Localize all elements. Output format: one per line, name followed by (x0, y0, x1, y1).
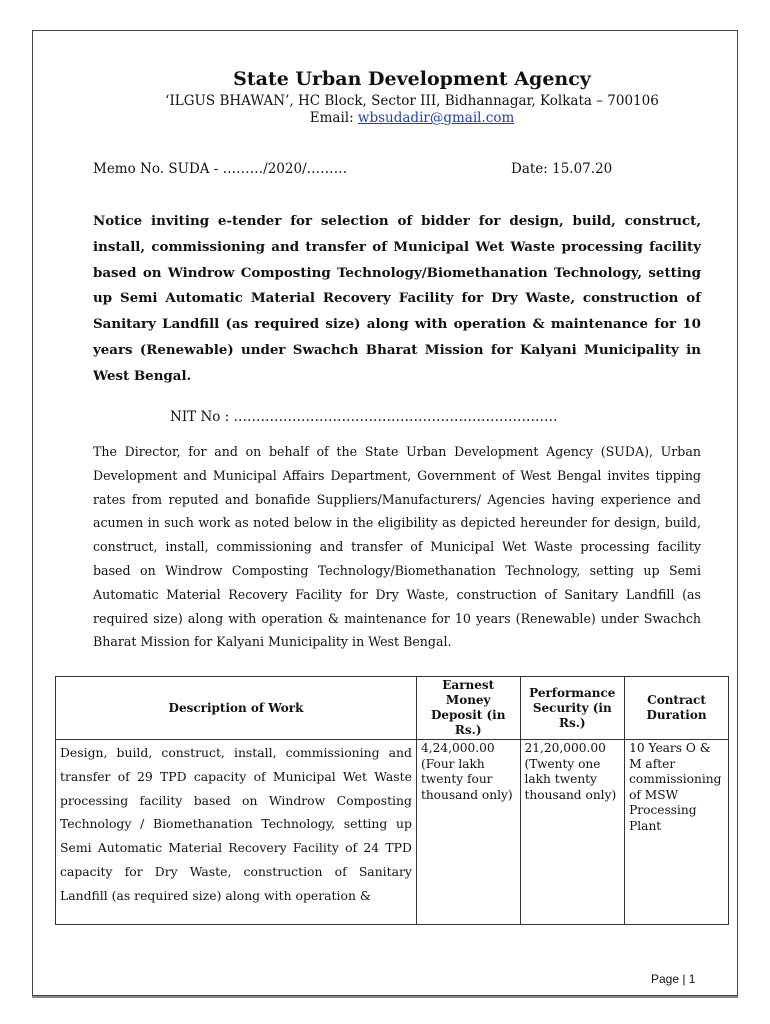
agency-address: ‘ILGUS BHAWAN’, HC Block, Sector III, Bidhannagar, Kolkata – 700106 (165, 93, 659, 109)
agency-email-line (32, 110, 770, 126)
tender-table (55, 676, 729, 925)
agency-title: State Urban Development Agency (233, 68, 591, 90)
emd-amount: 4,24,000.00 (420, 741, 495, 755)
cell-emd (416, 740, 520, 925)
cell-contract-duration: 10 Years O & M after commissioning of MSW Processing Plant (625, 740, 729, 925)
notice-heading: Notice inviting e-tender for selection of bidder for design, build, construct, install, commissioning and transfer of Municipal Wet Waste processing facility based on Windrow Composting Technology/Biomethanation Technology, setting up Semi Automatic Material Recovery Facility for Dry Waste, construction of Sanitary Landfill (as required size) along with operation & maintenance for 10 years (Renewable) under Swachch Bharat Mission for Kalyani Municipality in West Bengal. (93, 213, 701, 384)
memo-date: Date: 15.07.20 (511, 161, 613, 177)
header-performance-security: Performance Security (in Rs.) (520, 677, 625, 740)
email-link[interactable]: wbsudadir@gmail.com (357, 110, 515, 126)
cell-description: Design, build, construct, install, commissioning and transfer of 29 TPD capacity of Municipal Wet Waste processing facility based on Windrow Composting Technology / Biomethanation Technology, setting up Semi Automatic Material Recovery Facility of 24 TPD capacity for Dry Waste, construction of Sanitary Landfill (as required size) along with operation & (56, 740, 417, 925)
ps-amount: 21,20,000.00 (524, 741, 606, 755)
header-description: Description of Work (56, 677, 417, 740)
table-row (56, 740, 729, 925)
cell-performance-security (520, 740, 625, 925)
footer-rule (32, 996, 738, 998)
table-header-row (56, 677, 729, 740)
body-paragraph: The Director, for and on behalf of the State Urban Development Agency (SUDA), Urban Development and Municipal Affairs Department, Government of West Bengal invites tipping rates from reputed and bonafide Suppliers/Manufacturers/ Agencies having experience and acumen in such work as noted below in the eligibility as depicted hereunder for design, build, construct, install, commissioning and transfer of Municipal Wet Waste processing facility based on Windrow Composting Technology/Biomethanation Technology, setting up Semi Automatic Material Recovery Facility for Dry Waste, construction of Sanitary Landfill (as required size) along with operation & maintenance for 10 years (Renewable) under Swachch Bharat Mission for Kalyani Municipality in West Bengal. (93, 444, 701, 650)
emd-words: (Four lakh twenty four thousand only) (420, 756, 513, 802)
header-emd: Earnest Money Deposit (in Rs.) (416, 677, 520, 740)
page-number: Page | 1 (651, 972, 696, 986)
memo-number: Memo No. SUDA - ………/2020/……… (93, 161, 348, 177)
header-contract-duration: Contract Duration (625, 677, 729, 740)
ps-words: (Twenty one lakh twenty thousand only) (524, 756, 617, 802)
email-label: Email: (309, 110, 358, 126)
nit-number: NIT No : ……………………………………………………………… (170, 409, 558, 425)
